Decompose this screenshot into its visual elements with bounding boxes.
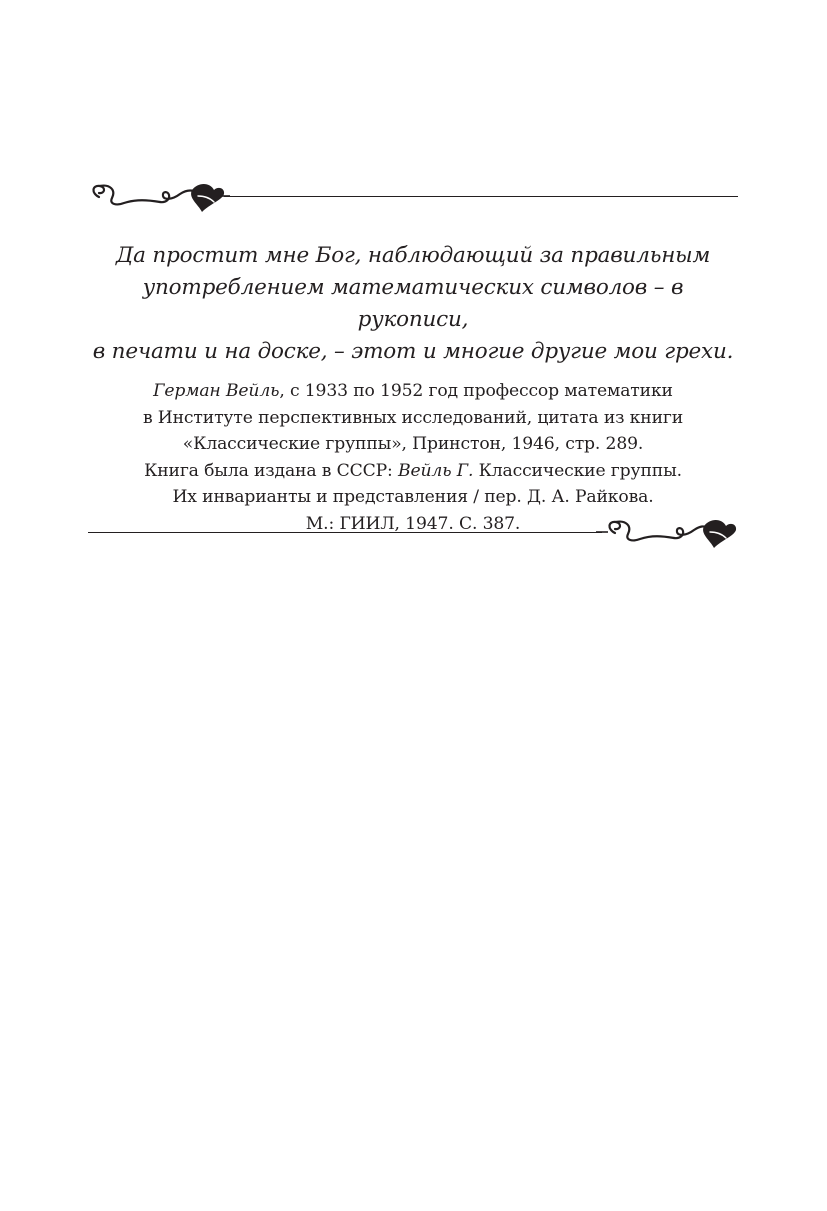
attribution-line: Их инварианты и представления / пер. Д. А. Райкова.: [172, 487, 654, 507]
quote-block: [86, 240, 740, 368]
top-ornament-divider: [86, 176, 738, 216]
flourish-ornament-icon: [596, 512, 740, 552]
quote-line: в печати и на доске, – этот и многие другие мои грехи.: [92, 339, 734, 364]
attribution-line: [86, 378, 740, 405]
quote-line: Да простит мне Бог, наблюдающий за правильным: [115, 243, 711, 268]
attribution-line: [86, 458, 740, 485]
attribution-text: Книга была издана в СССР:: [144, 460, 398, 481]
flourish-ornament-icon: [86, 176, 230, 216]
attribution-line: в Институте перспективных исследований, цитата из книги: [142, 407, 684, 428]
epigraph: [86, 240, 740, 537]
attribution-line: «Классические группы», Принстон, 1946, стр. 289.: [182, 434, 644, 454]
attribution-text: , с 1933 по 1952 год профессор математики: [279, 381, 673, 401]
horizontal-rule: [88, 532, 602, 533]
horizontal-rule: [224, 196, 738, 197]
quote-line: употреблением математических символов – в рукописи,: [142, 275, 684, 332]
author-name: Герман Вейль: [153, 381, 280, 401]
author-citation: Вейль Г.: [397, 460, 474, 481]
attribution-line: М.: ГИИЛ, 1947. С. 387.: [305, 513, 521, 534]
bottom-ornament-divider: [88, 512, 740, 552]
attribution-text: Классические группы.: [473, 460, 682, 481]
